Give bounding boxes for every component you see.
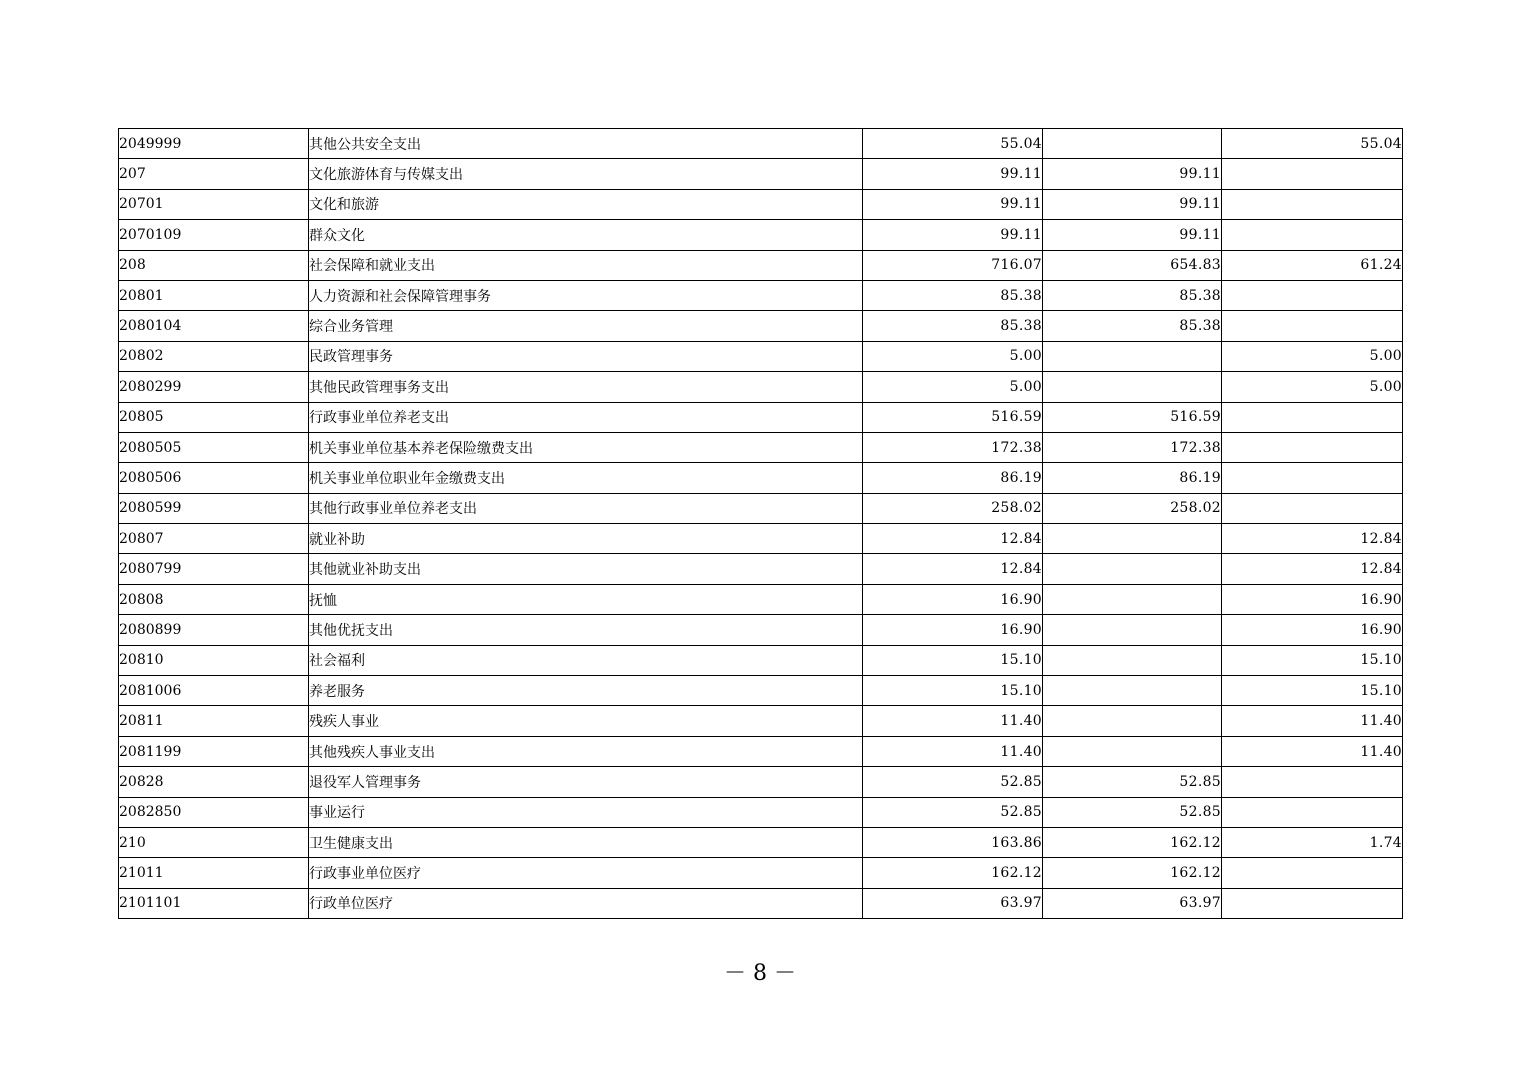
- subject-code-cell: 20701: [119, 189, 309, 219]
- subject-code-cell: 20805: [119, 402, 309, 432]
- subject-name-cell: 行政事业单位养老支出: [309, 402, 863, 432]
- basic-expenditure-cell: [1043, 584, 1222, 614]
- total-amount-cell: 52.85: [863, 767, 1043, 797]
- table-row: [119, 888, 1403, 918]
- total-amount-cell: 99.11: [863, 159, 1043, 189]
- table-row: [119, 493, 1403, 523]
- subject-name-cell: 机关事业单位职业年金缴费支出: [309, 463, 863, 493]
- subject-name-cell: 行政单位医疗: [309, 888, 863, 918]
- subject-name-cell: 退役军人管理事务: [309, 767, 863, 797]
- subject-code-cell: 20807: [119, 524, 309, 554]
- subject-code-cell: 2082850: [119, 797, 309, 827]
- total-amount-cell: 16.90: [863, 615, 1043, 645]
- project-expenditure-cell: [1222, 767, 1403, 797]
- total-amount-cell: 11.40: [863, 736, 1043, 766]
- basic-expenditure-cell: 258.02: [1043, 493, 1222, 523]
- subject-name-cell: 行政事业单位医疗: [309, 858, 863, 888]
- basic-expenditure-cell: [1043, 706, 1222, 736]
- project-expenditure-cell: [1222, 402, 1403, 432]
- subject-name-cell: 就业补助: [309, 524, 863, 554]
- subject-code-cell: 208: [119, 250, 309, 280]
- basic-expenditure-cell: 172.38: [1043, 432, 1222, 462]
- total-amount-cell: 12.84: [863, 554, 1043, 584]
- subject-code-cell: 210: [119, 827, 309, 857]
- subject-code-cell: 2070109: [119, 220, 309, 250]
- project-expenditure-cell: 12.84: [1222, 524, 1403, 554]
- table-row: [119, 341, 1403, 371]
- subject-code-cell: 2080299: [119, 372, 309, 402]
- subject-name-cell: 其他残疾人事业支出: [309, 736, 863, 766]
- total-amount-cell: 55.04: [863, 129, 1043, 159]
- table-row: [119, 615, 1403, 645]
- subject-name-cell: 其他就业补助支出: [309, 554, 863, 584]
- table-row: [119, 250, 1403, 280]
- subject-name-cell: 其他公共安全支出: [309, 129, 863, 159]
- subject-name-cell: 文化和旅游: [309, 189, 863, 219]
- subject-code-cell: 2081199: [119, 736, 309, 766]
- subject-name-cell: 残疾人事业: [309, 706, 863, 736]
- total-amount-cell: 52.85: [863, 797, 1043, 827]
- subject-name-cell: 卫生健康支出: [309, 827, 863, 857]
- project-expenditure-cell: [1222, 280, 1403, 310]
- subject-code-cell: 20801: [119, 280, 309, 310]
- total-amount-cell: 85.38: [863, 311, 1043, 341]
- total-amount-cell: 63.97: [863, 888, 1043, 918]
- total-amount-cell: 258.02: [863, 493, 1043, 523]
- basic-expenditure-cell: [1043, 645, 1222, 675]
- table-row: [119, 189, 1403, 219]
- subject-code-cell: 2081006: [119, 676, 309, 706]
- project-expenditure-cell: [1222, 858, 1403, 888]
- total-amount-cell: 162.12: [863, 858, 1043, 888]
- table-row: [119, 767, 1403, 797]
- subject-name-cell: 事业运行: [309, 797, 863, 827]
- subject-code-cell: 20808: [119, 584, 309, 614]
- total-amount-cell: 163.86: [863, 827, 1043, 857]
- budget-table: [118, 128, 1403, 919]
- basic-expenditure-cell: 99.11: [1043, 220, 1222, 250]
- project-expenditure-cell: 16.90: [1222, 584, 1403, 614]
- project-expenditure-cell: 55.04: [1222, 129, 1403, 159]
- table-row: [119, 159, 1403, 189]
- basic-expenditure-cell: 654.83: [1043, 250, 1222, 280]
- basic-expenditure-cell: 99.11: [1043, 159, 1222, 189]
- subject-name-cell: 人力资源和社会保障管理事务: [309, 280, 863, 310]
- project-expenditure-cell: [1222, 432, 1403, 462]
- table-row: [119, 706, 1403, 736]
- basic-expenditure-cell: [1043, 676, 1222, 706]
- subject-name-cell: 其他行政事业单位养老支出: [309, 493, 863, 523]
- table-row: [119, 676, 1403, 706]
- subject-code-cell: 21011: [119, 858, 309, 888]
- subject-code-cell: 20811: [119, 706, 309, 736]
- project-expenditure-cell: 61.24: [1222, 250, 1403, 280]
- subject-code-cell: 20828: [119, 767, 309, 797]
- project-expenditure-cell: 15.10: [1222, 645, 1403, 675]
- subject-name-cell: 社会福利: [309, 645, 863, 675]
- subject-name-cell: 综合业务管理: [309, 311, 863, 341]
- table-row: [119, 554, 1403, 584]
- subject-code-cell: 20810: [119, 645, 309, 675]
- project-expenditure-cell: 5.00: [1222, 341, 1403, 371]
- subject-name-cell: 其他优抚支出: [309, 615, 863, 645]
- basic-expenditure-cell: [1043, 372, 1222, 402]
- total-amount-cell: 172.38: [863, 432, 1043, 462]
- subject-code-cell: 207: [119, 159, 309, 189]
- total-amount-cell: 15.10: [863, 676, 1043, 706]
- project-expenditure-cell: [1222, 189, 1403, 219]
- total-amount-cell: 11.40: [863, 706, 1043, 736]
- subject-code-cell: 2080599: [119, 493, 309, 523]
- basic-expenditure-cell: 63.97: [1043, 888, 1222, 918]
- total-amount-cell: 86.19: [863, 463, 1043, 493]
- table-row: [119, 280, 1403, 310]
- basic-expenditure-cell: 85.38: [1043, 280, 1222, 310]
- basic-expenditure-cell: 85.38: [1043, 311, 1222, 341]
- project-expenditure-cell: [1222, 159, 1403, 189]
- basic-expenditure-cell: [1043, 341, 1222, 371]
- subject-name-cell: 文化旅游体育与传媒支出: [309, 159, 863, 189]
- subject-code-cell: 2101101: [119, 888, 309, 918]
- basic-expenditure-cell: 52.85: [1043, 797, 1222, 827]
- project-expenditure-cell: [1222, 220, 1403, 250]
- basic-expenditure-cell: [1043, 615, 1222, 645]
- basic-expenditure-cell: [1043, 129, 1222, 159]
- total-amount-cell: 5.00: [863, 341, 1043, 371]
- subject-code-cell: 2080505: [119, 432, 309, 462]
- project-expenditure-cell: [1222, 493, 1403, 523]
- subject-code-cell: 2080506: [119, 463, 309, 493]
- subject-code-cell: 2080899: [119, 615, 309, 645]
- project-expenditure-cell: 12.84: [1222, 554, 1403, 584]
- subject-code-cell: 2080104: [119, 311, 309, 341]
- basic-expenditure-cell: 52.85: [1043, 767, 1222, 797]
- total-amount-cell: 16.90: [863, 584, 1043, 614]
- basic-expenditure-cell: 162.12: [1043, 858, 1222, 888]
- page-number: － 8 －: [724, 961, 796, 986]
- total-amount-cell: 716.07: [863, 250, 1043, 280]
- budget-table-body: [119, 129, 1403, 919]
- subject-name-cell: 养老服务: [309, 676, 863, 706]
- table-row: [119, 858, 1403, 888]
- total-amount-cell: 5.00: [863, 372, 1043, 402]
- subject-name-cell: 抚恤: [309, 584, 863, 614]
- project-expenditure-cell: 5.00: [1222, 372, 1403, 402]
- table-row: [119, 797, 1403, 827]
- total-amount-cell: 516.59: [863, 402, 1043, 432]
- table-row: [119, 372, 1403, 402]
- table-row: [119, 129, 1403, 159]
- table-row: [119, 645, 1403, 675]
- total-amount-cell: 15.10: [863, 645, 1043, 675]
- project-expenditure-cell: 1.74: [1222, 827, 1403, 857]
- subject-name-cell: 社会保障和就业支出: [309, 250, 863, 280]
- total-amount-cell: 99.11: [863, 189, 1043, 219]
- basic-expenditure-cell: 516.59: [1043, 402, 1222, 432]
- basic-expenditure-cell: [1043, 736, 1222, 766]
- table-row: [119, 827, 1403, 857]
- table-row: [119, 311, 1403, 341]
- subject-name-cell: 机关事业单位基本养老保险缴费支出: [309, 432, 863, 462]
- table-row: [119, 432, 1403, 462]
- project-expenditure-cell: [1222, 797, 1403, 827]
- project-expenditure-cell: 16.90: [1222, 615, 1403, 645]
- total-amount-cell: 85.38: [863, 280, 1043, 310]
- subject-code-cell: 2049999: [119, 129, 309, 159]
- basic-expenditure-cell: [1043, 524, 1222, 554]
- basic-expenditure-cell: 86.19: [1043, 463, 1222, 493]
- total-amount-cell: 12.84: [863, 524, 1043, 554]
- subject-code-cell: 20802: [119, 341, 309, 371]
- subject-name-cell: 民政管理事务: [309, 341, 863, 371]
- project-expenditure-cell: [1222, 888, 1403, 918]
- table-row: [119, 584, 1403, 614]
- table-row: [119, 463, 1403, 493]
- total-amount-cell: 99.11: [863, 220, 1043, 250]
- table-row: [119, 736, 1403, 766]
- subject-name-cell: 群众文化: [309, 220, 863, 250]
- subject-code-cell: 2080799: [119, 554, 309, 584]
- project-expenditure-cell: 15.10: [1222, 676, 1403, 706]
- basic-expenditure-cell: [1043, 554, 1222, 584]
- project-expenditure-cell: 11.40: [1222, 706, 1403, 736]
- project-expenditure-cell: [1222, 311, 1403, 341]
- project-expenditure-cell: [1222, 463, 1403, 493]
- project-expenditure-cell: 11.40: [1222, 736, 1403, 766]
- table-row: [119, 402, 1403, 432]
- basic-expenditure-cell: 99.11: [1043, 189, 1222, 219]
- subject-name-cell: 其他民政管理事务支出: [309, 372, 863, 402]
- basic-expenditure-cell: 162.12: [1043, 827, 1222, 857]
- table-row: [119, 524, 1403, 554]
- table-row: [119, 220, 1403, 250]
